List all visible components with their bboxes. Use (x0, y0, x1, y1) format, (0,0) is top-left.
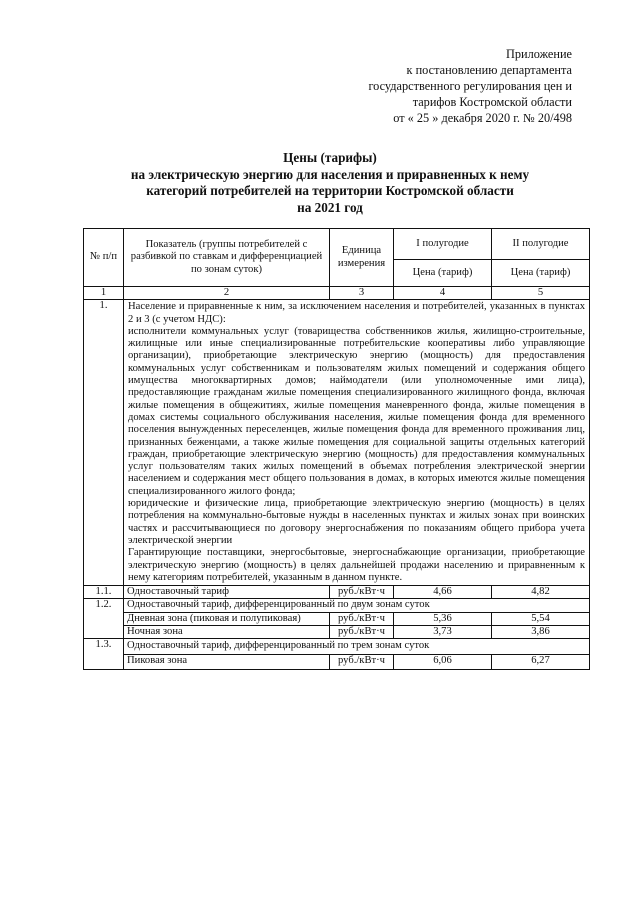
appendix-block (292, 46, 572, 126)
tariff-table (83, 228, 590, 670)
header-num: № п/п (84, 229, 124, 287)
row-unit: руб./кВт·ч (330, 586, 394, 599)
row-number: 1.3. (84, 639, 124, 670)
row-number: 1. (84, 300, 124, 586)
price-half2: 3,86 (492, 626, 590, 639)
zone-row (84, 612, 590, 625)
header-unit: Единица измерения (330, 229, 394, 287)
col-number: 5 (492, 287, 590, 300)
title-line: на 2021 год (297, 199, 363, 215)
header-half1: I полугодие (394, 229, 492, 260)
row-unit: руб./кВт·ч (330, 626, 394, 639)
title-line: категорий потребителей на территории Костромской области (146, 183, 514, 198)
header-row (84, 229, 590, 260)
row-unit: руб./кВт·ч (330, 612, 394, 625)
appendix-line: тарифов Костромской области (412, 95, 572, 109)
col-number: 1 (84, 287, 124, 300)
price-half1: 5,36 (394, 612, 492, 625)
title-line: на электрическую энергию для населения и приравненных к нему (130, 166, 530, 182)
col-number: 2 (124, 287, 330, 300)
description-paragraph: юридические и физические лица, приобретающие электрическую энергию (мощность) в целях потребления на коммунально-бытовые нужды в населенных пунктах и жилых зонах при воинских частях и рассчитывающиеся по договору энергоснабжения по показаниям общего прибора учета электрической энергии (128, 498, 585, 546)
table-row (84, 599, 590, 612)
row-unit: руб./кВт·ч (330, 654, 394, 670)
title-line: Цены (тарифы) (283, 150, 377, 165)
column-number-row (84, 287, 590, 300)
price-half1: 6,06 (394, 654, 492, 670)
zone-label: Дневная зона (пиковая и полупиковая) (124, 612, 330, 625)
header-price2: Цена (тариф) (492, 260, 590, 287)
row-number: 1.2. (84, 599, 124, 639)
table-row (84, 586, 590, 599)
col-number: 3 (330, 287, 394, 300)
row-label: Одноставочный тариф, дифференцированный по двум зонам суток (124, 599, 590, 612)
header-indicator: Показатель (группы потребителей с разбивкой по ставкам и дифференциацией по зонам суток) (124, 229, 330, 287)
price-half1: 4,66 (394, 586, 492, 599)
header-price1: Цена (тариф) (394, 260, 492, 287)
price-half2: 5,54 (492, 612, 590, 625)
row-number: 1.1. (84, 586, 124, 599)
description-paragraph: Гарантирующие поставщики, энергосбытовые, энергоснабжающие организации, приобретающие электрическую энергию (мощность) в целях дальнейшей продажи населению и приравненным к нему категориям потребителей, указанным в данном пункте. (128, 547, 585, 583)
zone-row (84, 654, 590, 670)
row-label: Одноставочный тариф (124, 586, 330, 599)
price-half1: 3,73 (394, 626, 492, 639)
zone-row (84, 626, 590, 639)
document-title (60, 150, 600, 216)
description-paragraph: Население и приравненные к ним, за исключением населения и потребителей, указанных в пунктах 2 и 3 (с учетом НДС): (128, 301, 585, 325)
col-number: 4 (394, 287, 492, 300)
price-half2: 4,82 (492, 586, 590, 599)
price-half2: 6,27 (492, 654, 590, 670)
header-half2: II полугодие (492, 229, 590, 260)
zone-label: Ночная зона (124, 626, 330, 639)
description-paragraph: исполнители коммунальных услуг (товарищества собственников жилья, жилищно-строительные, жилищные или иные специализированные потребительские кооперативы либо управляющие организации), приобретающие электрическую энергию (мощность) для предоставления коммунальных услуг собственникам и пользователям жилых помещений и содержания общего имущества многоквартирных домов; наймодатели (или уполномоченные ими лица), предоставляющие гражданам жилые помещения специализированного жилищного фонда, включая жилые помещения в общежитиях, жилые помещения маневренного фонда, жилые помещения в домах системы социального обслуживания населения, жилые помещения фонда для временного поселения вынужденных переселенцев, жилые помещения фонда для временного проживания лиц, признанных беженцами, а также жилые помещения для социальной защиты отдельных категорий граждан, приобретающие электрическую энергию (мощность) для предоставления коммунальных услуг пользователям таких жилых помещений в объемах потребления электрической энергии населением и содержания мест общего пользования в домах, в которых имеются жилые помещения специализированного жилого фонда; (128, 325, 585, 497)
appendix-line: государственного регулирования цен и (368, 79, 572, 93)
appendix-line: от « 25 » декабря 2020 г. № 20/498 (393, 111, 572, 125)
table-row (84, 639, 590, 655)
row-label: Одноставочный тариф, дифференцированный по трем зонам суток (124, 639, 590, 655)
appendix-line: Приложение (506, 47, 572, 61)
appendix-line: к постановлению департамента (406, 63, 572, 77)
section-1-row (84, 300, 590, 586)
zone-label: Пиковая зона (124, 654, 330, 670)
section-1-description (124, 300, 590, 586)
